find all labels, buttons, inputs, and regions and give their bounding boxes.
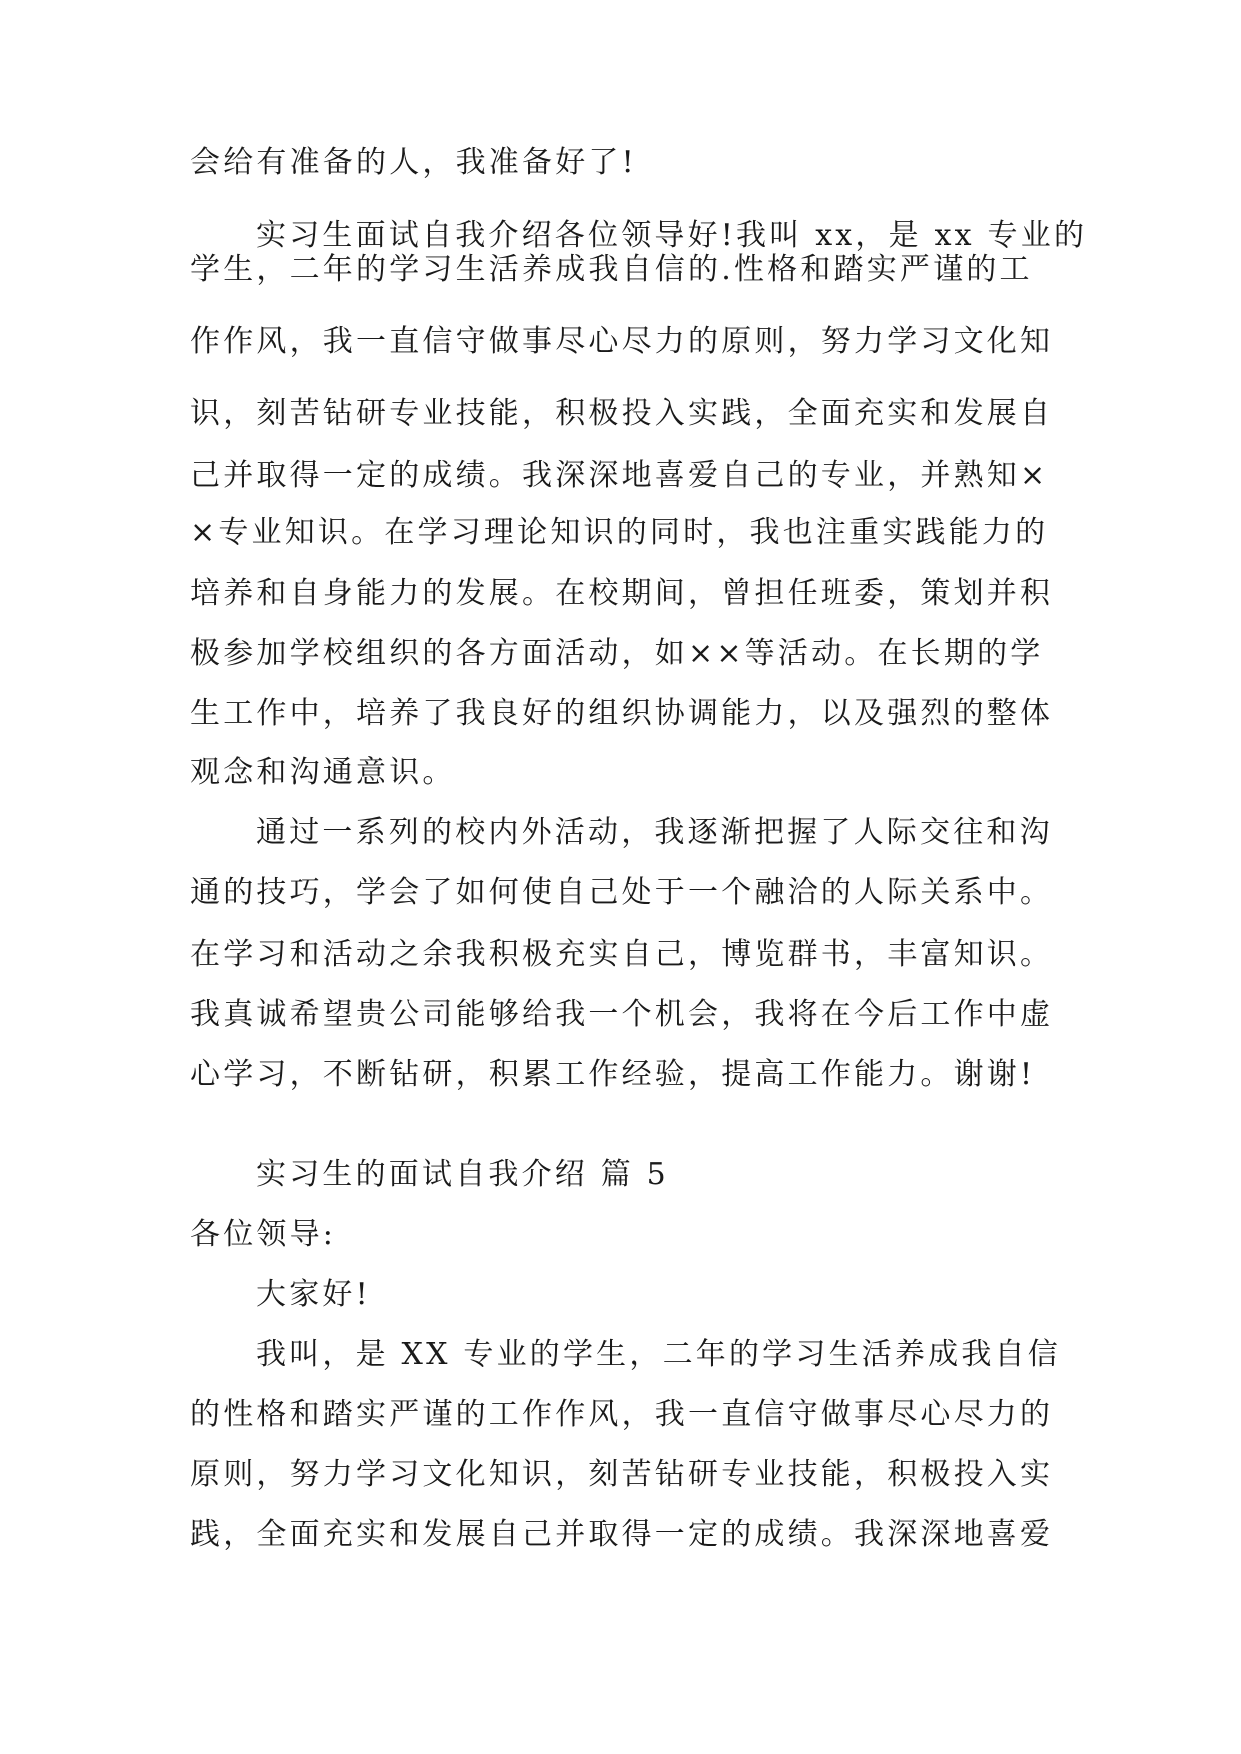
text-line: 作作风，我一直信守做事尽心尽力的原则，努力学习文化知 xyxy=(190,324,1054,359)
text-line: 心学习，不断钻研，积累工作经验，提高工作能力。谢谢! xyxy=(190,1057,1036,1092)
text-line: 原则，努力学习文化知识，刻苦钻研专业技能，积极投入实 xyxy=(190,1457,1054,1492)
text-line: 极参加学校组织的各方面活动，如××等活动。在长期的学 xyxy=(190,636,1044,671)
text-line: 观念和沟通意识。 xyxy=(190,755,456,790)
text-line: 己并取得一定的成绩。我深深地喜爱自己的专业，并熟知× xyxy=(190,458,1049,493)
text-line: 通的技巧，学会了如何使自己处于一个融洽的人际关系中。 xyxy=(190,875,1054,910)
text-line: 生工作中，培养了我良好的组织协调能力，以及强烈的整体 xyxy=(190,696,1054,731)
paragraph-first-line: 通过一系列的校内外活动，我逐渐把握了人际交往和沟 xyxy=(256,815,1053,850)
paragraph-first-line: 我叫，是 XX 专业的学生，二年的学习生活养成我自信 xyxy=(256,1337,1061,1372)
section-heading: 实习生的面试自我介绍 篇 5 xyxy=(256,1157,669,1192)
text-line: 践，全面充实和发展自己并取得一定的成绩。我深深地喜爱 xyxy=(190,1517,1054,1552)
text-line: 学生，二年的学习生活养成我自信的.性格和踏实严谨的工 xyxy=(190,252,1033,287)
text-line: 在学习和活动之余我积极充实自己，博览群书，丰富知识。 xyxy=(190,937,1054,972)
paragraph-first-line: 实习生面试自我介绍各位领导好!我叫 xx，是 xx 专业的 xyxy=(256,218,1088,253)
salutation: 各位领导: xyxy=(190,1217,337,1252)
text-line: ×专业知识。在学习理论知识的同时，我也注重实践能力的 xyxy=(190,515,1049,550)
text-line: 我真诚希望贵公司能够给我一个机会，我将在今后工作中虚 xyxy=(190,997,1054,1032)
text-line: 培养和自身能力的发展。在校期间，曾担任班委，策划并积 xyxy=(190,576,1054,611)
text-line: 识，刻苦钻研专业技能，积极投入实践，全面充实和发展自 xyxy=(190,396,1054,431)
greeting: 大家好! xyxy=(256,1277,371,1312)
text-line: 的性格和踏实严谨的工作作风，我一直信守做事尽心尽力的 xyxy=(190,1397,1054,1432)
text-line: 会给有准备的人，我准备好了! xyxy=(190,145,637,180)
